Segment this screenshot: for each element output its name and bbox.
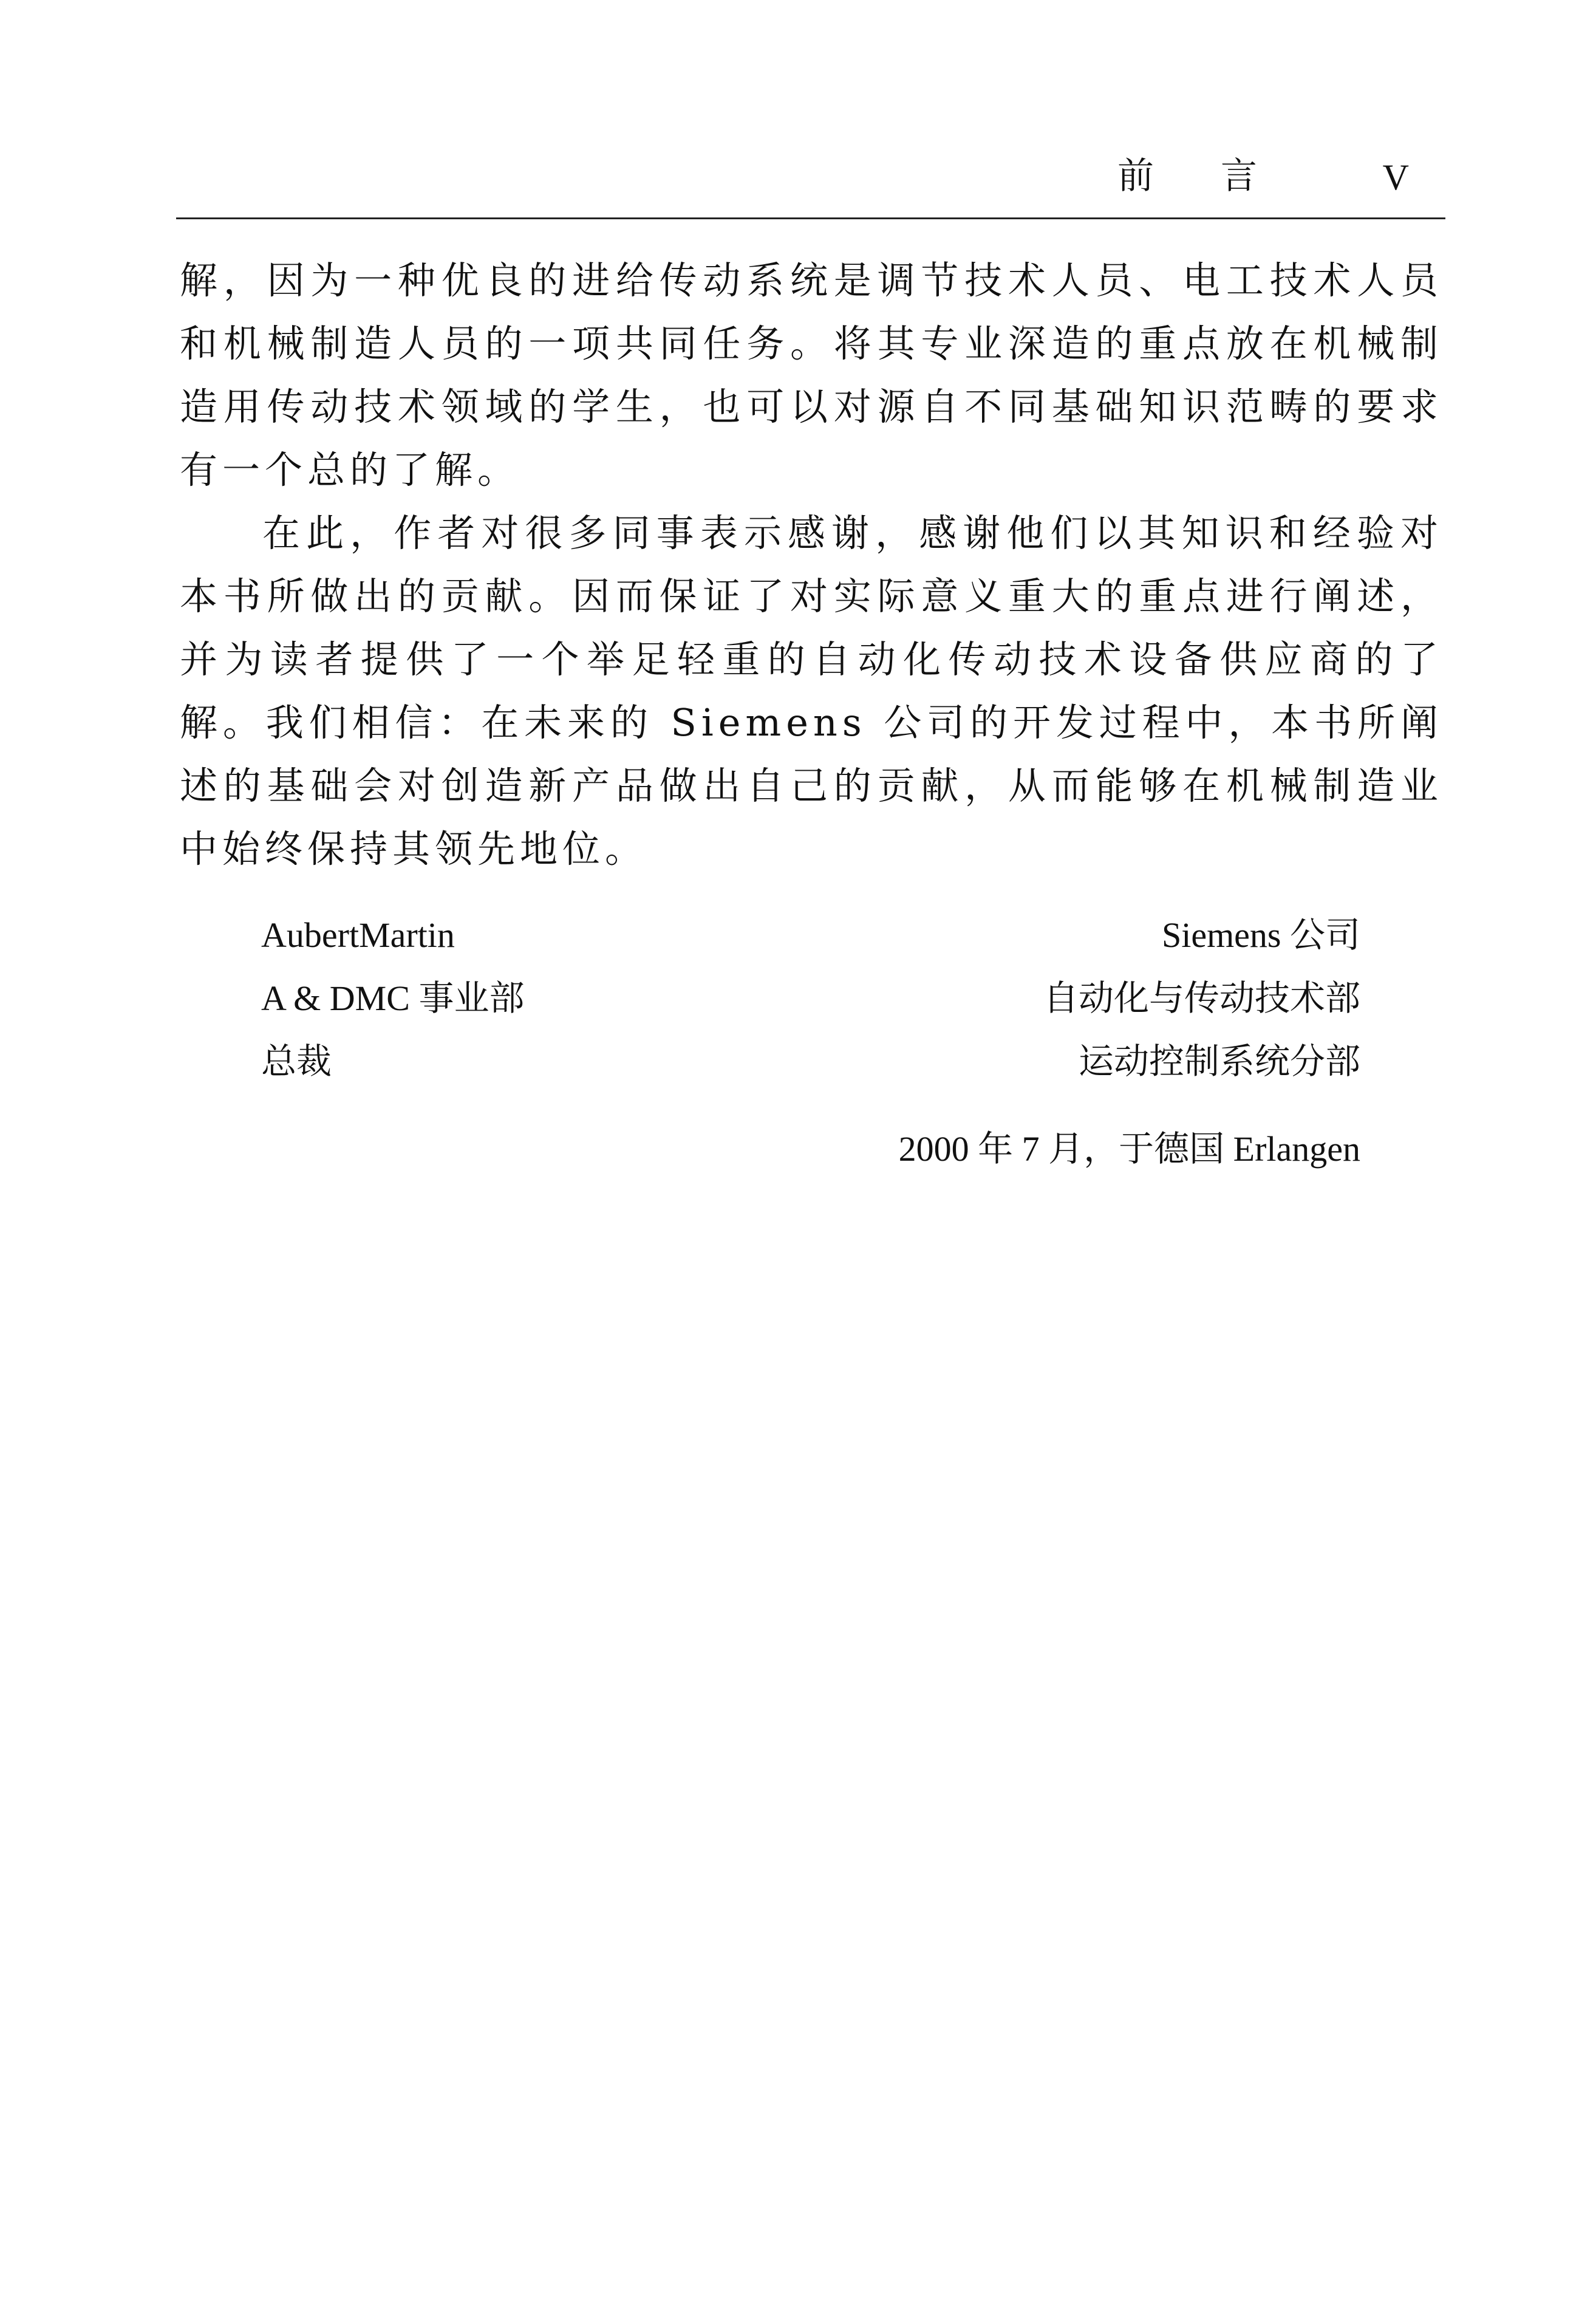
paragraph-acknowledgement: 在此，作者对很多同事表示感谢，感谢他们以其知识和经验对本书所做出的贡献。因而保证了对实际意义重大的重点进行阐述，并为读者提供了一个举足轻重的自动化传动技术设备供应商的了解。我们相信：在未来的 Siemens 公司的开发过程中，本书所阐述的基础会对创造新产品做出自己的贡献，从而能够在机械制造业中始终保持其领先地位。 xyxy=(180,511,1443,871)
signature-left xyxy=(261,904,524,1093)
signatory-name: AubertMartin xyxy=(261,915,455,955)
signatory-department: 自动化与传动技术部 xyxy=(1043,979,1360,1018)
signature-right xyxy=(1043,904,1360,1093)
page-number: V xyxy=(1382,157,1409,197)
signatory-division: A & DMC 事业部 xyxy=(261,979,525,1018)
signatory-company: Siemens 公司 xyxy=(1161,915,1360,955)
dateline: 2000 年 7 月，于德国 Erlangen xyxy=(898,1129,1360,1169)
signatory-role: 总裁 xyxy=(261,1042,332,1081)
paragraph-continued: 解，因为一种优良的进给传动系统是调节技术人员、电工技术人员和机械制造人员的一项共同任务。将其专业深造的重点放在机械制造用传动技术领域的学生，也可以对源自不同基础知识范畴的要求有一个总的了解。 xyxy=(180,258,1443,492)
body-text xyxy=(180,249,1443,881)
running-head xyxy=(176,152,1445,219)
signatory-subdivision: 运动控制系统分部 xyxy=(1078,1042,1360,1081)
header-title: 前言 xyxy=(1117,155,1324,197)
